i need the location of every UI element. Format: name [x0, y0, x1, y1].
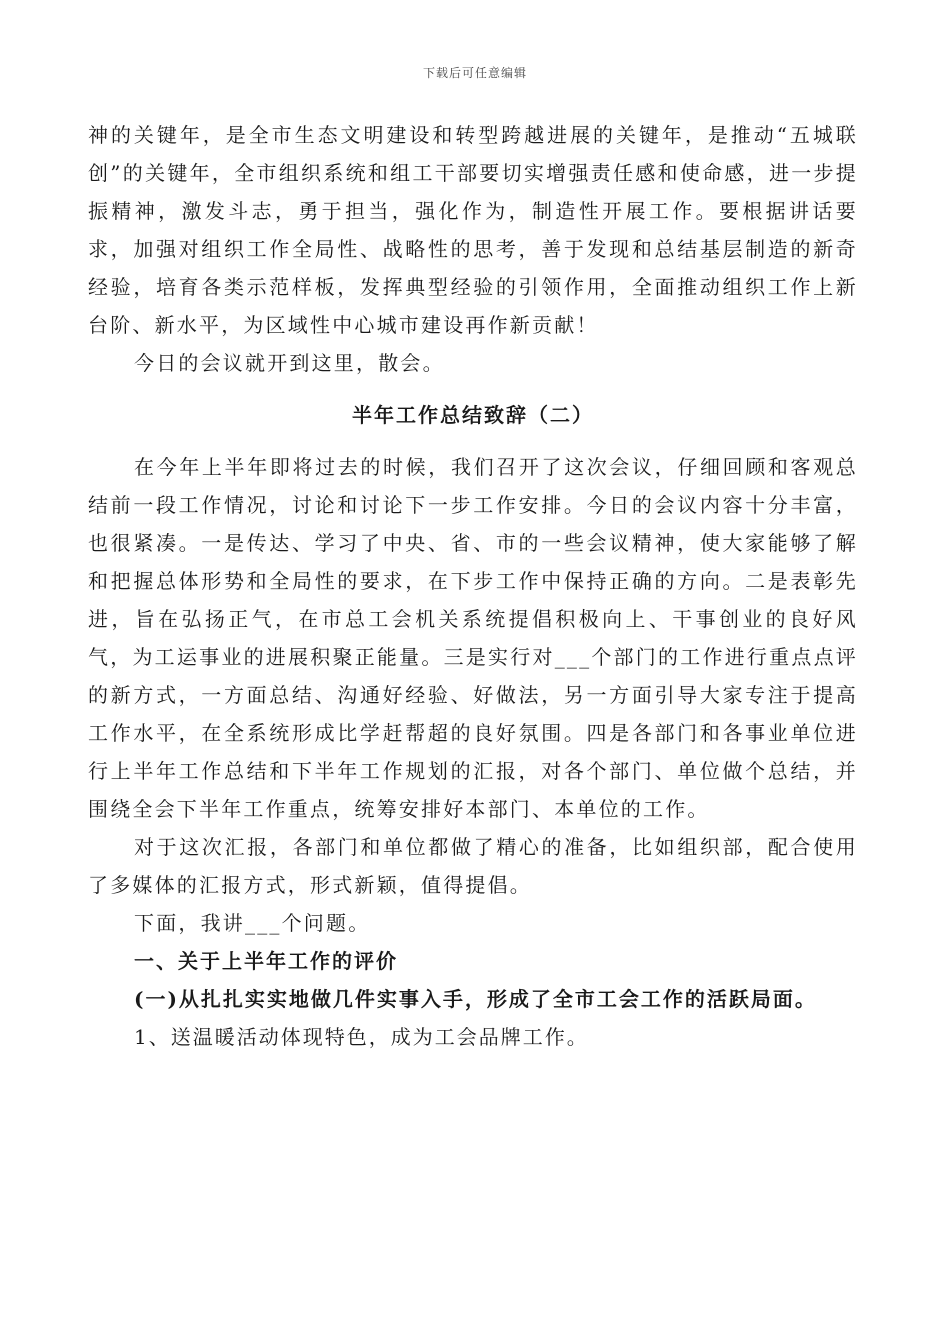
- header-note: 下载后可任意编辑: [422, 66, 527, 80]
- paragraph-intro: 在今年上半年即将过去的时候，我们召开了这次会议，仔细回顾和客观总结前一段工作情况，讨论和讨论下一步工作安排。今日的会议内容十分丰富，也很紧凑。一是传达、学习了中央、省、市的一些会议精神，使大家能够了解和把握总体形势和全局性的要求，在下步工作中保持正确的方向。二是表彰先进，旨在弘扬正气，在市总工会机关系统提倡积极向上、干事创业的良好风气，为工运事业的进展积聚正能量。三是实行对___个部门的工作进行重点点评的新方式，一方面总结、沟通好经验、好做法，另一方面引导大家专注于提高工作水平，在全系统形成比学赶帮超的良好氛围。四是各部门和各事业单位进行上半年工作总结和下半年工作规划的汇报，对各个部门、单位做个总结，并围绕全会下半年工作重点，统筹安排好本部门、本单位的工作。: [88, 455, 858, 821]
- subheading-practical: (一)从扎扎实实地做几件实事入手，形成了全市工会工作的活跃局面。: [134, 987, 817, 1011]
- section-title: 半年工作总结致辞（二）: [352, 403, 594, 427]
- paragraph-continuation: 神的关键年，是全市生态文明建设和转型跨越进展的关键年，是推动“五城联创”的关键年，全市组织系统和组工干部要切实增强责任感和使命感，进一步提振精神，激发斗志，勇于担当，强化作为，制造性开展工作。要根据讲话要求，加强对组织工作全局性、战略性的思考，善于发现和总结基层制造的新奇经验，培育各类示范样板，发挥典型经验的引领作用，全面推动组织工作上新台阶、新水平，为区域性中心城市建设再作新贡献！: [88, 123, 858, 337]
- document-body: [88, 116, 858, 1056]
- list-item-warmth: 1、送温暖活动体现特色，成为工会品牌工作。: [134, 1025, 589, 1049]
- paragraph-topics: 下面，我讲___个问题。: [134, 911, 371, 935]
- paragraph-report: 对于这次汇报，各部门和单位都做了精心的准备，比如组织部，配合使用了多媒体的汇报方式，形式新颖，值得提倡。: [88, 835, 858, 897]
- paragraph-closing: 今日的会议就开到这里，散会。: [134, 351, 445, 375]
- heading-evaluation: 一、关于上半年工作的评价: [134, 949, 398, 973]
